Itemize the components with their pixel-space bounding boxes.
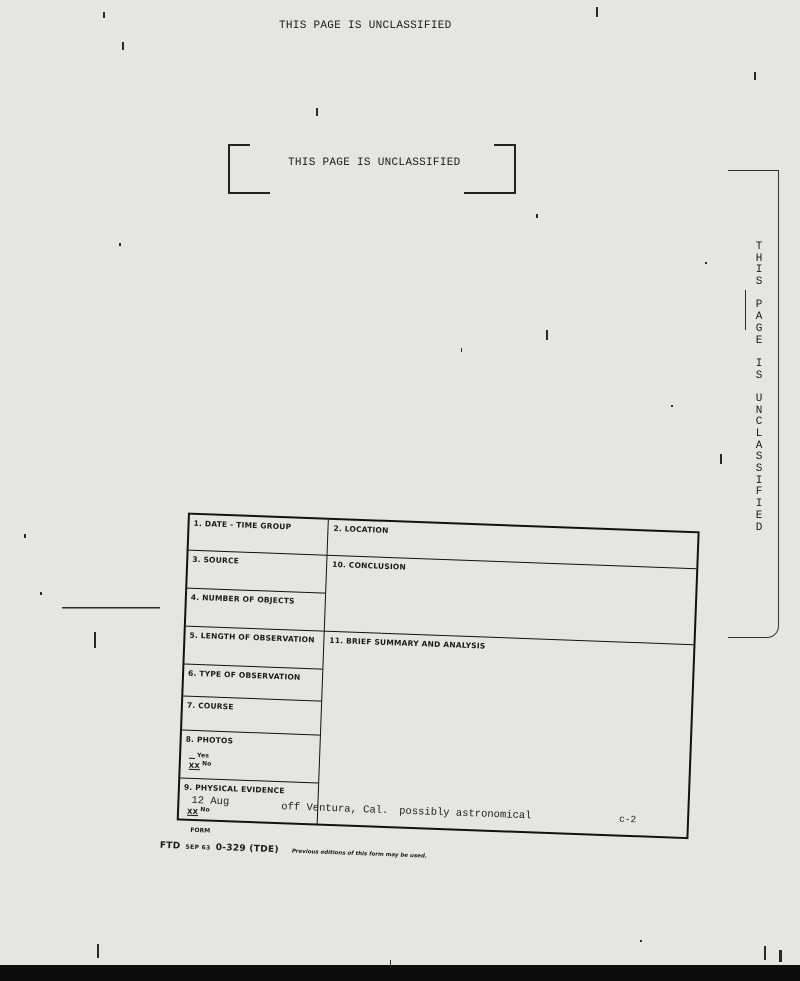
field-label: 7. COURSE [186, 700, 234, 712]
scan-bottom-edge [0, 965, 800, 981]
typed-date: 12 Aug [191, 794, 230, 809]
bracket-corner [228, 144, 250, 170]
record-form [177, 513, 700, 840]
form-number-prefix: FTD [159, 840, 181, 852]
field-label: 9. PHYSICAL EVIDENCE [183, 782, 285, 796]
side-marking-char: N [755, 404, 763, 417]
side-marking-char: L [755, 428, 763, 440]
field-length-of-observation [184, 627, 323, 670]
field-label: 10. CONCLUSION [332, 559, 407, 572]
side-marking-char: S [755, 463, 763, 476]
side-marking-char: S [755, 451, 763, 464]
field-label: 11. BRIEF SUMMARY AND ANALYSIS [329, 635, 486, 651]
field-photos [180, 731, 320, 784]
field-number-of-objects [186, 589, 325, 632]
side-marking-char: I [755, 498, 763, 511]
side-marking-char: T [755, 241, 763, 253]
side-marking-char: C [755, 416, 763, 429]
field-label: 4. NUMBER OF OBJECTS [190, 592, 295, 606]
form-footer [160, 826, 428, 862]
form-date: SEP 63 [185, 843, 211, 852]
classification-bracket-box [228, 144, 516, 194]
field-label: 8. PHOTOS [185, 734, 234, 746]
classification-marking-top: THIS PAGE IS UNCLASSIFIED [279, 20, 452, 32]
field-label: 5. LENGTH OF OBSERVATION [189, 630, 315, 645]
side-marking-char: D [755, 521, 763, 534]
side-marking-char: E [755, 509, 763, 522]
form-number: 0-329 (TDE) [215, 842, 279, 856]
classification-marking-side [752, 242, 766, 534]
form-left-column [179, 515, 329, 824]
side-marking-char: A [755, 439, 763, 452]
field-source [187, 551, 326, 594]
option-label: Yes [196, 752, 210, 760]
side-marking-char: S [755, 369, 763, 382]
side-marking-char: F [755, 486, 763, 499]
side-marking-char: A [755, 311, 763, 324]
form-editions-note: Previous editions of this form may be used. [291, 848, 428, 860]
field-course [182, 697, 321, 736]
side-marking-char: I [755, 264, 763, 277]
side-marking-char: I [755, 357, 763, 370]
side-marking-char: H [755, 252, 763, 265]
side-marking-char: P [755, 299, 763, 312]
typed-page-reference: c-2 [618, 813, 637, 826]
field-type-of-observation [183, 665, 322, 702]
classification-marking-boxed: THIS PAGE IS UNCLASSIFIED [288, 157, 461, 169]
field-conclusion [324, 556, 697, 646]
bracket-corner [228, 168, 270, 194]
option-label: No [201, 760, 212, 768]
side-marking-char: G [755, 322, 763, 335]
checkbox [189, 753, 195, 759]
bracket-corner [464, 168, 516, 194]
side-marking-char: I [755, 474, 763, 487]
field-label: 6. TYPE OF OBSERVATION [187, 668, 301, 682]
side-marking-char: U [755, 392, 763, 405]
field-label: 1. DATE - TIME GROUP [193, 518, 292, 532]
bracket-corner [494, 144, 516, 170]
form-label: FORM [190, 826, 211, 835]
field-label: 3. SOURCE [192, 554, 240, 566]
checkbox-mark: XX [188, 761, 201, 770]
side-marking-char: E [755, 334, 763, 347]
checkbox-mark: XX [186, 807, 199, 816]
typed-conclusion: possibly astronomical [398, 805, 532, 823]
typed-location: off Ventura, Cal. [281, 801, 389, 818]
project-record-card [159, 512, 700, 891]
field-date-time-group [189, 515, 328, 556]
field-label: 2. LOCATION [333, 523, 389, 535]
option-label: No [200, 806, 210, 814]
side-marking-char: S [755, 276, 763, 289]
